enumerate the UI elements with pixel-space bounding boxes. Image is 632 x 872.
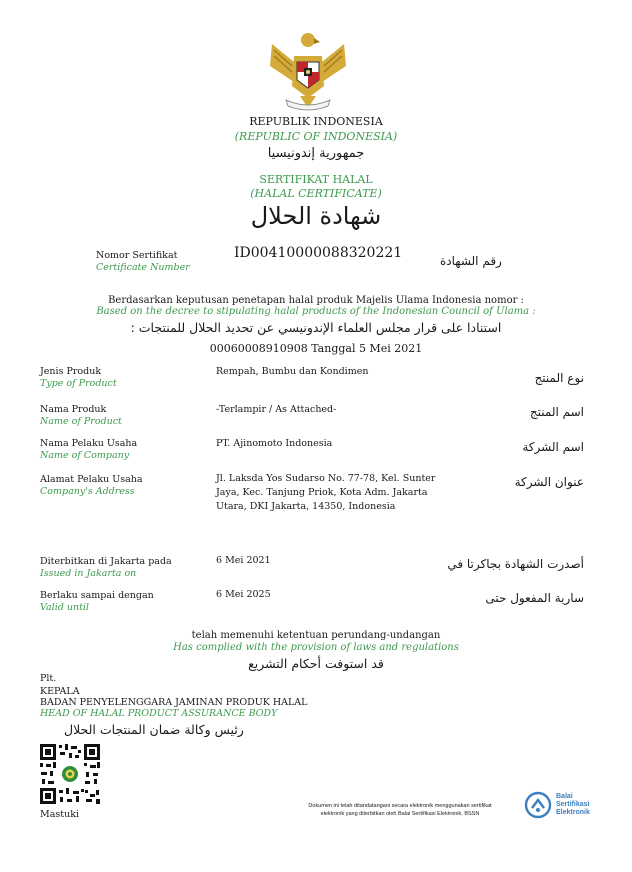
- republic-en: (REPUBLIC OF INDONESIA): [234, 130, 398, 143]
- product-name-label-ar: اسم المنتج: [529, 405, 584, 419]
- issued-value: 6 Mei 2021: [216, 555, 271, 566]
- compliance-id: telah memenuhi ketentuan perundang-undangan: [191, 630, 441, 641]
- compliance-en: Has complied with the provision of laws and regulations: [173, 642, 459, 653]
- valid-label-ar: سارية المفعول حتى: [485, 591, 584, 605]
- signatory-title: KEPALA: [40, 686, 80, 697]
- compliance-ar: قد استوفت أحكام التشريع: [248, 656, 384, 671]
- signatory-body-ar: رئيس وكالة ضمان المنتجات الحلال: [64, 722, 244, 737]
- decree-line-en: Based on the decree to stipulating halal products of the Indonesian Council of Ulama :: [96, 306, 536, 317]
- republic-ar: جمهورية إندونيسيا: [267, 146, 365, 161]
- issued-label-ar: أصدرت الشهادة بجاكرتا في: [447, 557, 584, 571]
- company-name-label-ar: اسم الشركة: [522, 440, 584, 454]
- product-type-label: Jenis Produk Type of Product: [40, 366, 117, 389]
- valid-label: Berlaku sampai dengan Valid until: [40, 590, 154, 613]
- decree-line-ar: استنادا على قرار مجلس العلماء الإندونيسي عن تحديد الحلال للمنتجات :: [130, 320, 502, 335]
- product-name-label: Nama Produk Name of Product: [40, 404, 122, 427]
- republic-id: REPUBLIK INDONESIA: [249, 115, 383, 128]
- signatory-body: BADAN PENYELENGGARA JAMINAN PRODUK HALAL: [40, 697, 308, 708]
- bsre-logo-icon: [524, 791, 552, 819]
- cert-title-en: (HALAL CERTIFICATE): [250, 187, 382, 200]
- garuda-emblem: [266, 26, 350, 114]
- decree-line-id: Berdasarkan keputusan penetapan halal produk Majelis Ulama Indonesia nomor :: [108, 295, 524, 306]
- cert-title-ar: شهادة الحلال: [250, 202, 382, 230]
- company-name-value: PT. Ajinomoto Indonesia: [216, 438, 333, 449]
- cert-number-label-ar: رقم الشهادة: [440, 254, 502, 268]
- signatory-plt: Plt.: [40, 673, 57, 684]
- cert-number-value: ID00410000088320221: [234, 245, 403, 261]
- company-address-value: Jl. Laksda Yos Sudarso No. 77-78, Kel. Sunter Jaya, Kec. Tanjung Priok, Kota Adm. Jakarta Utara, DKI Jakarta, 14350, Indonesia: [216, 473, 436, 512]
- qr-code-icon: [40, 744, 100, 804]
- valid-value: 6 Mei 2025: [216, 589, 271, 600]
- product-name-value: -Terlampir / As Attached-: [216, 404, 337, 415]
- company-address-label: Alamat Pelaku Usaha Company's Address: [40, 474, 143, 497]
- bsre-logo-text: Balai Sertifikasi Elektronik: [556, 793, 590, 816]
- company-address-label-ar: عنوان الشركة: [514, 475, 584, 489]
- company-name-label: Nama Pelaku Usaha Name of Company: [40, 438, 138, 461]
- qr-caption: Mastuki: [40, 809, 79, 820]
- issued-label: Diterbitkan di Jakarta pada Issued in Jakarta on: [40, 556, 172, 579]
- cert-number-label: Nomor Sertifikat Certificate Number: [96, 250, 190, 273]
- signatory-body-en: HEAD OF HALAL PRODUCT ASSURANCE BODY: [40, 708, 278, 719]
- product-type-label-ar: نوع المنتج: [534, 371, 584, 385]
- product-type-value: Rempah, Bumbu dan Kondimen: [216, 366, 369, 377]
- esign-note: Dokumen ini telah ditandatangani secara elektronik menggunakan sertifikat elektronik yang diterbitkan oleh Balai Sertifikasi Elektronik, BSSN: [308, 803, 492, 817]
- cert-title-id: SERTIFIKAT HALAL: [259, 173, 373, 186]
- decree-number: 00060008910908 Tanggal 5 Mei 2021: [209, 342, 423, 355]
